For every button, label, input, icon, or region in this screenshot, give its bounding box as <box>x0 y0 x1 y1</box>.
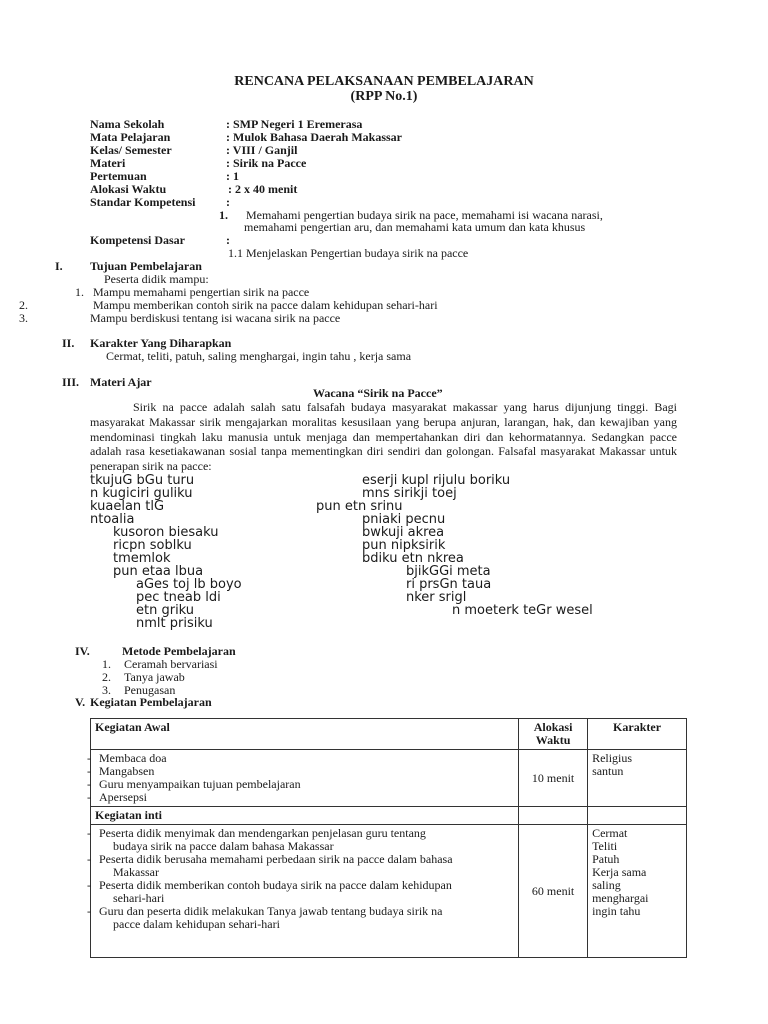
karakter-item: Teliti <box>592 839 618 853</box>
section-title: Kegiatan Pembelajaran <box>90 695 212 709</box>
table-cell-karakter <box>588 825 687 958</box>
identity-label: Standar Kompetensi <box>90 195 196 209</box>
section-number: I. <box>55 259 63 273</box>
lontara-line: etn griku <box>136 603 195 618</box>
lontara-line: pun nipksirik <box>362 538 446 553</box>
list-item-line: budaya sirik na pacce dalam bahasa Makassar <box>113 839 334 853</box>
sk-text-line1: Memahami pengertian budaya sirik na pace, memahami isi wacana narasi, <box>246 208 603 222</box>
lontara-line: pun etaa lbua <box>113 564 204 579</box>
identity-label: Materi <box>90 156 126 170</box>
list-item-line: Makassar <box>113 865 159 879</box>
lontara-line: ri prsGn taua <box>406 577 492 592</box>
table-header: Alokasi Waktu <box>519 719 588 750</box>
karakter-item: Cermat <box>592 826 628 840</box>
list-item: - Guru menyampaikan tujuan pembelajaran <box>97 778 514 791</box>
identity-value: : VIII / Ganjil <box>226 143 298 157</box>
table-cell-time: 10 menit <box>519 750 588 807</box>
table-header-row <box>91 719 687 750</box>
section-text: Cermat, teliti, patuh, saling menghargai, ingin tahu , kerja sama <box>106 349 412 363</box>
sk-number: 1. <box>219 208 228 222</box>
list-item: Mampu memberikan contoh sirik na pacce dalam kehidupan sehari-hari <box>93 298 438 312</box>
karakter-item: Kerja sama <box>592 865 647 879</box>
table-header: Kegiatan Awal <box>91 719 519 750</box>
karakter-item: saling <box>592 878 621 892</box>
karakter-item: Religius <box>592 751 633 765</box>
section-title: Karakter Yang Diharapkan <box>90 336 232 350</box>
list-item <box>97 827 514 853</box>
list-item: Tanya jawab <box>124 670 185 684</box>
lontara-line: pniaki pecnu <box>362 512 446 527</box>
lontara-line: tkujuG bGu turu <box>90 473 195 488</box>
document-subtitle: (RPP No.1) <box>350 89 418 104</box>
identity-label: Kelas/ Semester <box>90 143 172 157</box>
lontara-line: nmlt prisiku <box>136 616 213 631</box>
table-header: Karakter <box>588 719 687 750</box>
list-item <box>97 853 514 879</box>
list-item-line: Peserta didik berusaha memahami perbedaan sirik na pacce dalam bahasa <box>99 852 453 866</box>
table-row <box>91 750 687 807</box>
wacana-paragraph: Sirik na pacce adalah salah satu falsafah budaya masyarakat makassar yang harus dijunjung tinggi. Bagi masyarakat Makassar sirik mengajarkan moralitas kesusilaan yang berupa anjuran, larangan, hak, dan kewajiban yang mendominasi tingkah laku manusia untuk menjaga dan mempertahankan diri dan kehormatannya. Sedangkan pacce adalah rasa kesetiakawanan sosial tanpa mementingkan diri sendiri dan golongan. Falsafal masyarakat Makassar untuk penerapan sirik na pacce: <box>90 400 677 474</box>
lontara-line: tmemlok <box>113 551 171 566</box>
activities-table <box>90 718 687 958</box>
identity-label: Mata Pelajaran <box>90 130 171 144</box>
lontara-line: ricpn soblku <box>113 538 192 553</box>
list-item <box>97 879 514 905</box>
lontara-line: pec tneab ldi <box>136 590 221 605</box>
lontara-line: bdiku etn nkrea <box>362 551 464 566</box>
list-item: - Membaca doa <box>97 752 514 765</box>
list-item: Ceramah bervariasi <box>124 657 218 671</box>
lontara-line: nker srigl <box>406 590 467 605</box>
list-number: 1. <box>75 285 84 299</box>
table-row <box>91 807 687 825</box>
lontara-line: pun etn srinu <box>316 499 403 514</box>
list-item: Penugasan <box>124 683 176 697</box>
list-item: Mampu berdiskusi tentang isi wacana sirik na pacce <box>90 311 341 325</box>
kd-label: Kompetensi Dasar <box>90 233 185 247</box>
list-item: - Mangabsen <box>97 765 514 778</box>
table-cell-empty <box>588 807 687 825</box>
identity-value: : 1 <box>226 169 239 183</box>
section-intro: Peserta didik mampu: <box>104 272 209 286</box>
wacana-title: Wacana “Sirik na Pacce” <box>313 386 443 400</box>
list-item-line: pacce dalam kehidupan sehari-hari <box>113 917 280 931</box>
identity-label: Alokasi Waktu <box>90 182 167 196</box>
lontara-line: n moeterk teGr wesel <box>452 603 593 618</box>
lontara-line: ntoalia <box>90 512 135 527</box>
lontara-line: aGes toj lb boyo <box>136 577 242 592</box>
list-item-line: Guru dan peserta didik melakukan Tanya jawab tentang budaya sirik na <box>99 904 443 918</box>
list-number: 2. <box>102 670 111 684</box>
list-number: 3. <box>19 311 28 325</box>
identity-value: : <box>226 195 230 209</box>
karakter-item: santun <box>592 764 624 778</box>
list-item-line: sehari-hari <box>113 891 165 905</box>
lontara-line: eserji kupl rijulu boriku <box>362 473 511 488</box>
identity-value: : SMP Negeri 1 Eremerasa <box>226 117 363 131</box>
karakter-item: Patuh <box>592 852 620 866</box>
section-title: Materi Ajar <box>90 375 152 389</box>
table-cell-activities <box>91 825 519 958</box>
karakter-item: ingin tahu <box>592 904 641 918</box>
sk-text-line2: memahami pengertian aru, dan memahami kata umum dan kata khusus <box>244 220 586 234</box>
section-number: IV. <box>75 644 90 658</box>
list-number: 3. <box>102 683 111 697</box>
list-item-line: Peserta didik memberikan contoh budaya sirik na pacce dalam kehidupan <box>99 878 452 892</box>
list-number: 2. <box>19 298 28 312</box>
identity-value: : Sirik na Pacce <box>226 156 307 170</box>
lontara-line: n kugiciri guliku <box>90 486 193 501</box>
kd-colon: : <box>226 233 230 247</box>
section-title: Tujuan Pembelajaran <box>90 259 202 273</box>
document-title: RENCANA PELAKSANAAN PEMBELAJARAN <box>234 74 534 89</box>
table-subheader: Kegiatan inti <box>91 807 519 825</box>
table-row <box>91 825 687 958</box>
lontara-line: kuaelan tlG <box>90 499 165 514</box>
table-cell-time: 60 menit <box>519 825 588 958</box>
identity-label: Pertemuan <box>90 169 147 183</box>
list-item: - Apersepsi <box>97 791 514 804</box>
section-number: II. <box>62 336 75 350</box>
identity-value: : 2 x 40 menit <box>228 182 298 196</box>
table-cell-karakter <box>588 750 687 807</box>
lontara-line: bwkuji akrea <box>362 525 445 540</box>
lontara-line: bjikGGi meta <box>406 564 491 579</box>
identity-value: : Mulok Bahasa Daerah Makassar <box>226 130 403 144</box>
lontara-line: mns sirikji toej <box>362 486 457 501</box>
section-title: Metode Pembelajaran <box>122 644 236 658</box>
kd-item: 1.1 Menjelaskan Pengertian budaya sirik na pacce <box>228 246 469 260</box>
lontara-line: kusoron biesaku <box>113 525 219 540</box>
list-item: Mampu memahami pengertian sirik na pacce <box>93 285 310 299</box>
list-item <box>97 905 514 931</box>
table-cell-empty <box>519 807 588 825</box>
section-number: V. <box>75 695 86 709</box>
list-number: 1. <box>102 657 111 671</box>
table-cell-activities <box>91 750 519 807</box>
identity-label: Nama Sekolah <box>90 117 165 131</box>
section-number: III. <box>62 375 80 389</box>
karakter-item: menghargai <box>592 891 649 905</box>
list-item-line: Peserta didik menyimak dan mendengarkan penjelasan guru tentang <box>99 826 426 840</box>
